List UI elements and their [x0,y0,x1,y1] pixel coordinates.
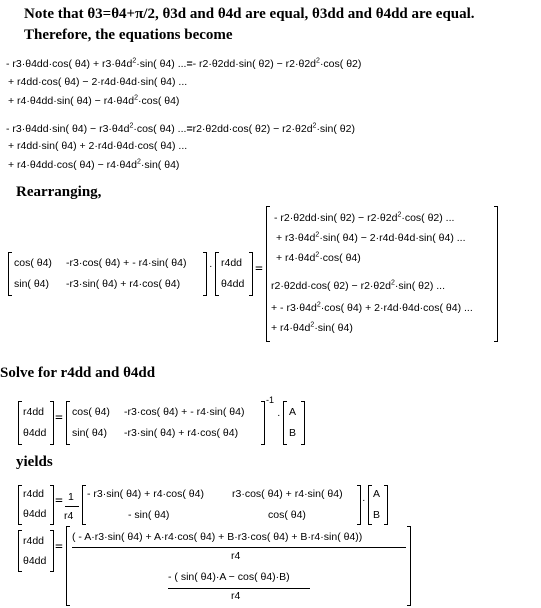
rearranging-label: Rearranging, [16,184,102,200]
result-lhs-vector: r4dd θ4dd [18,530,54,572]
inverse-exponent: -1 [266,395,275,405]
rhs-a1: - r2·θ2dd·sin( $\theta 2) - r2\cdot\theta 2d^2\cdot\cos$( θ2) ... [274,211,455,224]
fraction-bar [65,506,79,507]
yields-label: yields [16,454,53,470]
yields-equals-sign: = [55,494,63,509]
eq2-line-1: - r3·θ4dd·sin( $\theta 4) - r3\cdot\theta 4d^2\cdot\cos$( θ4) ...=r2·θ2dd·cos( $\theta 2) - r2\cdot\theta 2d^2\cdot\sin$( θ2) [6,122,355,135]
ab-vector: A B [283,401,305,445]
coefficient-matrix [8,252,207,296]
yields-dot: · [362,494,366,506]
result-vector [66,526,411,606]
rhs-a3: + $r4\cdot\theta 4d^2\cdot\cos$( θ4) [276,251,361,264]
coef-r1c1: cos( θ4) [14,257,52,269]
rhs-b3: + $r4\cdot\theta 4d^2\cdot\sin$( θ4) [271,321,353,334]
intro-line-2: Therefore, the equations become [24,27,233,43]
result-num-1: ( - A·r3·sin( θ4) + A·r4·cos( θ4) + B·r3·cos( θ4) + B·r4·sin( θ4)) [72,531,363,543]
rhs-vector [266,206,498,342]
yields-lhs-vector: r4dd θ4dd [18,485,54,525]
coef-r1c2: -r3·cos( θ4) + - r4·sin( θ4) [66,257,187,269]
solve-dot: · [277,409,281,421]
result-num-2: - ( sin( θ4)·A − cos( θ4)·B) [168,571,290,583]
result-fraction-bar-2 [168,588,310,589]
coef-r2c2: -r3·sin( θ4) + r4·cos( θ4) [66,278,181,290]
result-den-1: r4 [231,550,241,562]
yields-ab-vector: A B [368,485,388,525]
eq2-line-3: + r4·θ4dd·cos( $\theta 4) - r4\cdot\theta 4d^2\cdot\sin$( θ4) [8,158,180,171]
unknowns-vector: r4dd θ4dd [215,252,253,296]
result-equals-sign: = [55,540,63,555]
eq1-line-3: + r4·θ4dd·sin( $\theta 4) - r4\cdot\theta 4d^2\cdot\cos$( θ4) [8,94,180,107]
dot-operator: · [209,260,213,272]
result-fraction-bar-1 [72,547,406,548]
frac-numerator: 1 [68,491,74,503]
eq1-line-2: + r4dd·cos( θ4) − 2·r4d·θ4d·sin( θ4) ... [8,76,188,88]
adjugate-matrix: - r3·sin( θ4) + r4·cos( θ4) r3·cos( θ4) + r4·sin( θ4) - sin( θ4) cos( θ4) [82,485,361,525]
solve-label: Solve for r4dd and θ4dd [0,365,156,381]
solve-lhs-vector: r4dd θ4dd [18,401,54,445]
rhs-b2: + - $r3\cdot\theta 4d^2\cdot\cos$( θ4) + 2·r4d·θ4d·cos( θ4) ... [271,301,473,314]
rhs-b1: r2·θ2dd·cos( $\theta 2) - r2\cdot\theta 2d^2\cdot\sin$( θ2) ... [271,279,446,292]
eq2-line-2: + r4dd·sin( θ4) + 2·r4d·θ4d·cos( θ4) ... [8,140,188,152]
equals-sign: = [255,262,263,277]
intro-line-1: Note that θ3=θ4+π/2, θ3d and θ4d are equal, θ3dd and θ4dd are equal. [24,6,475,22]
eq1-line-1: - r3·θ4dd·cos( $\theta 4) + r3\cdot\theta 4d^2\cdot\sin$( θ4) ...=- r2·θ2dd·sin( $\theta 2) - r2\cdot\theta 2d^2\cdot\cos$( θ2) [6,57,362,70]
coef-r2c1: sin( θ4) [14,278,50,290]
solve-coefficient-matrix: cos( θ4) -r3·cos( θ4) + - r4·sin( θ4) sin( θ4) -r3·sin( θ4) + r4·cos( θ4) [66,401,265,445]
solve-equals-sign: = [55,411,63,426]
rhs-a2: + $r3\cdot\theta 4d^2\cdot\sin$( θ4) − 2·r4d·θ4d·sin( θ4) ... [276,231,466,244]
result-den-2: r4 [231,590,241,602]
frac-denominator: r4 [64,510,74,522]
